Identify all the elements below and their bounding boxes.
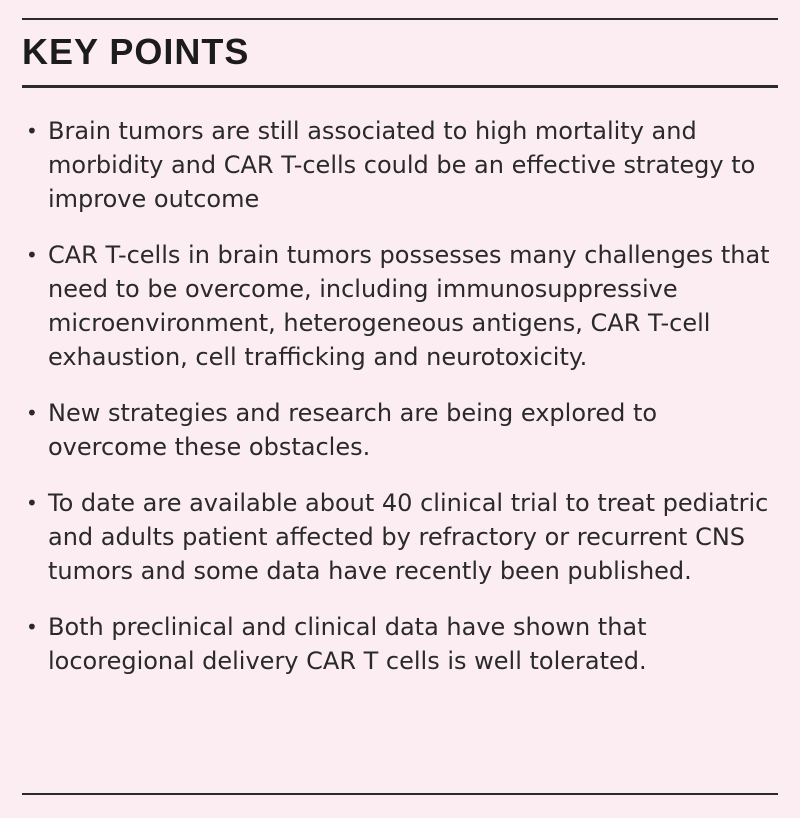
key-point-4 (22, 486, 782, 588)
key-point-3 (22, 396, 782, 464)
key-points-list (22, 114, 782, 700)
bullet-icon: • (26, 615, 38, 639)
key-point-text: New strategies and research are being explored to overcome these obstacles. (48, 399, 658, 461)
top-rule (22, 18, 778, 20)
key-point-1 (22, 114, 782, 216)
key-point-text: To date are available about 40 clinical trial to treat pediatric and adults patient affected by refractory or recurrent CNS tumors and some data have recently been published. (48, 489, 769, 585)
key-point-2 (22, 238, 782, 374)
key-point-text: Brain tumors are still associated to high mortality and morbidity and CAR T-cells could be an effective strategy to improve outcome (48, 117, 756, 213)
bottom-rule (22, 793, 778, 795)
bullet-icon: • (26, 119, 38, 143)
title-rule (22, 85, 778, 88)
key-point-text: Both preclinical and clinical data have shown that locoregional delivery CAR T cells is well tolerated. (48, 613, 647, 675)
key-point-5 (22, 610, 782, 678)
bullet-icon: • (26, 243, 38, 267)
key-points-title: KEY POINTS (22, 31, 250, 72)
key-point-text: CAR T-cells in brain tumors possesses many challenges that need to be overcome, including immunosuppressive microenvironment, heterogeneous antigens, CAR T-cell exhaustion, cell trafficking and neurotoxicity. (48, 241, 770, 371)
bullet-icon: • (26, 401, 38, 425)
bullet-icon: • (26, 491, 38, 515)
